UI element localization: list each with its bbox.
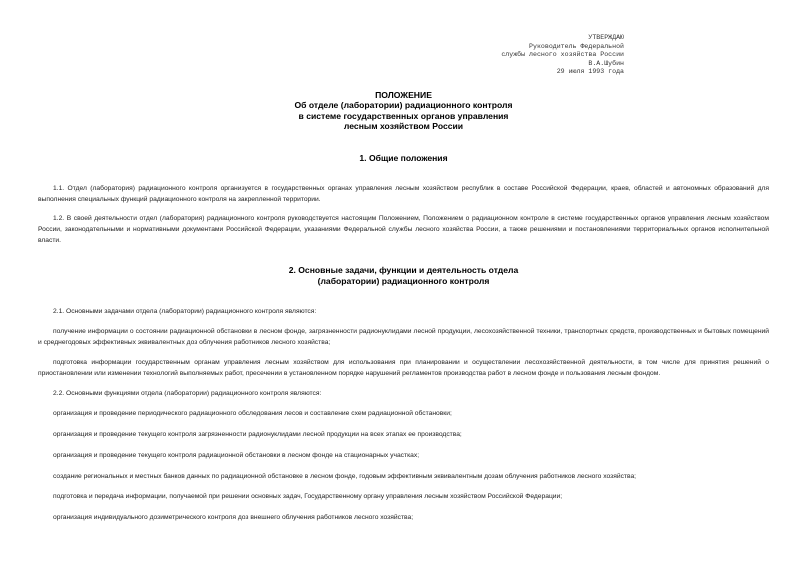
paragraph-1-2: 1.2. В своей деятельности отдел (лаборатория) радиационного контроля руководствуется настоящим Положением, Положением о радиационном контроле в системе государственных органов управления лесным хозяйством России, законодательными и нормативными документами Российской Федерации, указаниями Федеральной службы лесного хозяйства России, а также решениями и постановлениями территориальных органов исполнительной власти. <box>38 215 769 244</box>
paragraph-function-6: организация индивидуального дозиметрического контроля доз внешнего облучения работников лесного хозяйства; <box>53 514 414 521</box>
paragraph-2-1: 2.1. Основными задачами отдела (лаборатории) радиационного контроля являются: <box>53 308 317 315</box>
paragraph-function-4: создание региональных и местных банков данных по радиационной обстановке в лесном фонде, годовым эффективным эквивалентным дозам облучения работников лесного хозяйства; <box>53 473 637 480</box>
approval-line: Руководитель Федеральной <box>529 42 624 50</box>
title-line: ПОЛОЖЕНИЕ <box>375 90 432 100</box>
paragraph-function-2: организация и проведение текущего контроля загрязненности радионуклидами лесной продукции на всех этапах ее производства; <box>53 431 462 438</box>
paragraph-function-3: организация и проведение текущего контроля радиационной обстановки в лесном фонде на стационарных участках; <box>53 452 420 459</box>
document-title <box>0 90 807 132</box>
title-line: в системе государственных органов управления <box>298 110 509 121</box>
approval-line: УТВЕРЖДАЮ <box>588 34 624 41</box>
paragraph-1-1: 1.1. Отдел (лаборатория) радиационного контроля организуется в государственных органах управления лесным хозяйством республик в составе Российской Федерации, краев, областей и автономных образований для выполнения специальных функций радиационного контроля на закрепленной территории. <box>38 185 769 203</box>
paragraph-task-2: подготовка информации государственным органам управления лесным хозяйством для использования при планировании и осуществлении лесохозяйственной деятельности, в том числе для принятия решений о приостановлении или изменении технологий выполняемых работ, пресечении в установленном порядке нарушений регламентов производства работ в лесном фонде и пользования лесным фондом. <box>38 359 769 377</box>
paragraph-function-1: организация и проведение периодического радиационного обследования лесов и составление схем радиационной обстановки; <box>53 410 452 417</box>
approval-line: 29 июля 1993 года <box>556 68 624 76</box>
section-2-heading <box>0 265 807 287</box>
paragraph-task-1: получение информации о состоянии радиационной обстановки в лесном фонде, загрязненности радионуклидами лесной продукции, лесохозяйственной техники, транспортных средств, производственных и бытовых помещений и среднегодовых эффективных эквивалентных доз облучения работников лесного хозяйства; <box>38 328 769 346</box>
approval-line: службы лесного хозяйства России <box>501 51 624 59</box>
paragraph-function-5: подготовка и передача информации, получаемой при решении основных задач, Государственному органу управления лесным хозяйством Российской Федерации; <box>53 493 563 500</box>
paragraph-2-2: 2.2. Основными функциями отдела (лаборатории) радиационного контроля являются: <box>53 390 322 397</box>
section-1-heading <box>0 153 807 164</box>
section-heading-text: 2. Основные задачи, функции и деятельность отдела <box>288 265 519 275</box>
approval-line: В.А.Шубин <box>588 59 624 67</box>
section-heading-text: 1. Общие положения <box>359 153 448 163</box>
title-line: Об отделе (лаборатории) радиационного контроля <box>294 100 513 111</box>
title-line: лесным хозяйством России <box>343 121 464 132</box>
section-heading-text: (лаборатории) радиационного контроля <box>317 276 490 286</box>
approval-stamp <box>440 34 624 77</box>
